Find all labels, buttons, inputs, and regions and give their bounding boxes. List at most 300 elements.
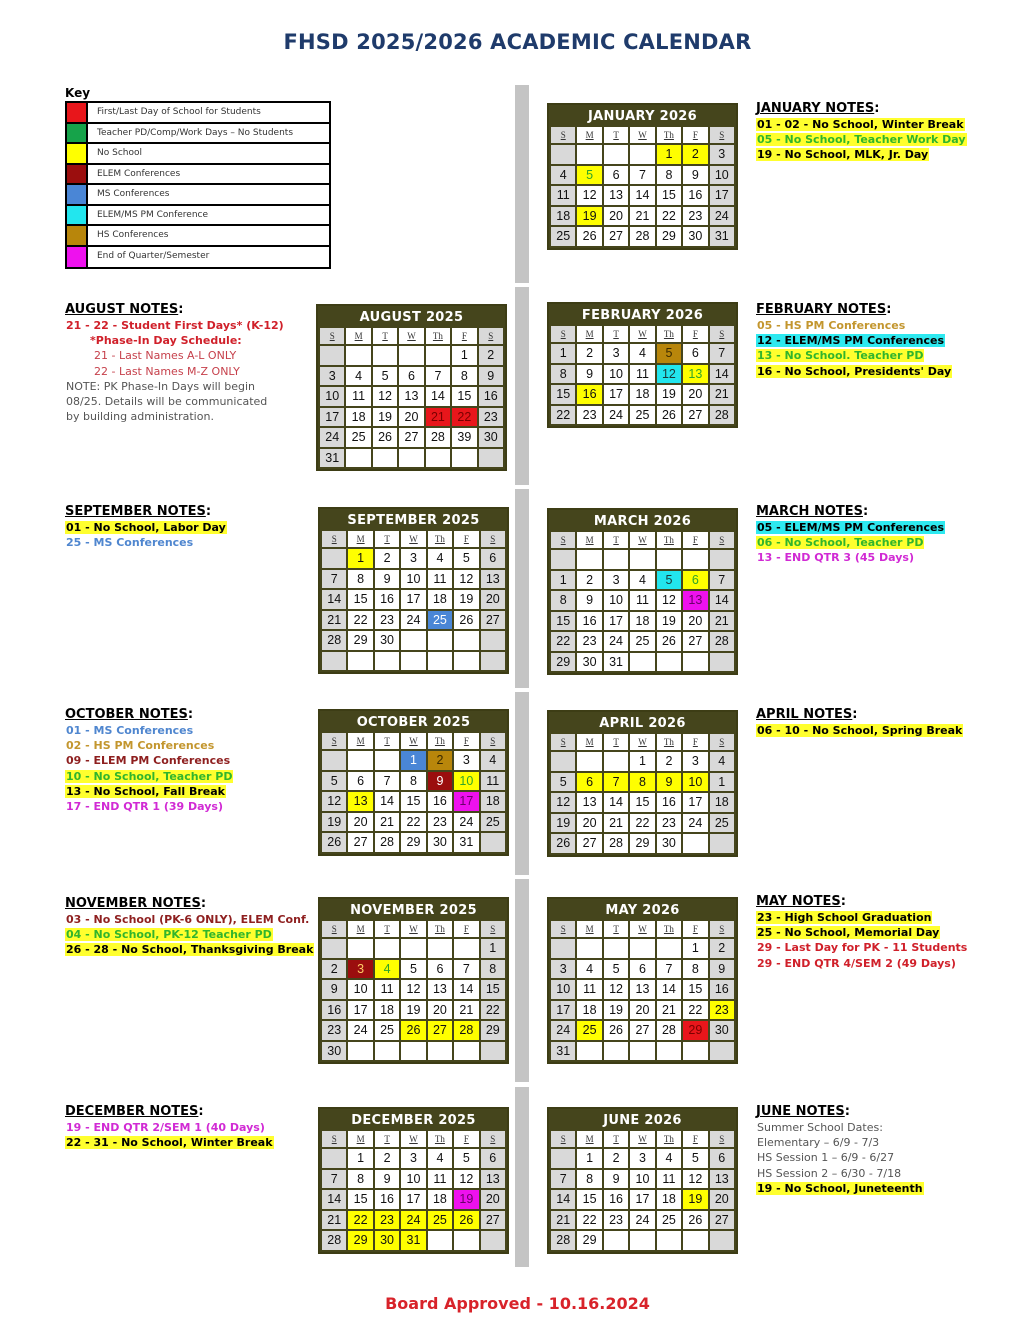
- calendar-day-empty: [375, 1042, 399, 1061]
- weekday-header: T: [375, 531, 399, 547]
- calendar-day: 11: [630, 365, 654, 384]
- weekday-header: W: [630, 532, 654, 548]
- calendar-day-empty: [373, 346, 397, 365]
- calendar-day-empty: [630, 145, 654, 164]
- notes-heading: NOVEMBER NOTES:: [65, 896, 207, 911]
- calendar-day-empty: [481, 833, 505, 852]
- calendar-day-empty: [630, 653, 654, 672]
- calendar-september-2025: [318, 507, 509, 674]
- calendar-day: 11: [375, 980, 399, 999]
- calendar-december-2025: [318, 1107, 509, 1254]
- calendar-grid: [551, 921, 734, 1060]
- note-line: Elementary – 6/9 - 7/3: [757, 1136, 880, 1150]
- calendar-day: 30: [577, 653, 601, 672]
- calendar-day: 14: [710, 591, 734, 610]
- calendar-day: 17: [630, 1190, 654, 1209]
- calendar-month-title: DECEMBER 2025: [351, 1113, 476, 1128]
- column-divider: [515, 287, 529, 485]
- calendar-day-empty: [454, 631, 478, 650]
- calendar-day: 13: [348, 792, 372, 811]
- calendar-month-title: MARCH 2026: [593, 514, 692, 529]
- calendar-day-empty: [348, 939, 372, 958]
- weekday-header: S: [481, 531, 505, 547]
- calendar-day: 8: [551, 365, 575, 384]
- calendar-day: 6: [399, 367, 423, 386]
- calendar-day: 8: [657, 166, 681, 185]
- calendar-day: 16: [375, 1190, 399, 1209]
- note-line: 06 - No School, Teacher PD: [757, 536, 924, 550]
- calendar-day: 26: [551, 834, 575, 853]
- weekday-header: W: [401, 733, 425, 749]
- calendar-day: 15: [551, 385, 575, 404]
- calendar-day: 12: [373, 387, 397, 406]
- calendar-day: 10: [401, 570, 425, 589]
- calendar-day-empty: [551, 1149, 575, 1168]
- key-label: ELEM/MS PM Conference: [97, 209, 209, 220]
- calendar-day: 9: [657, 773, 681, 792]
- weekday-header: F: [454, 733, 478, 749]
- calendar-day: 25: [428, 1211, 452, 1230]
- calendar-day: 16: [322, 1001, 346, 1020]
- calendar-day: 21: [426, 408, 450, 427]
- calendar-day-empty: [454, 652, 478, 671]
- calendar-day: 23: [428, 813, 452, 832]
- calendar-day: 13: [481, 1170, 505, 1189]
- calendar-day: 3: [401, 549, 425, 568]
- key-color-swatch: [67, 124, 88, 143]
- weekday-header: S: [710, 532, 734, 548]
- calendar-grid: [320, 328, 503, 467]
- weekday-header: F: [683, 921, 707, 937]
- weekday-header: T: [373, 328, 397, 344]
- calendar-day: 5: [683, 1149, 707, 1168]
- calendar-day: 16: [657, 793, 681, 812]
- key-table: [65, 101, 331, 269]
- calendar-day: 12: [604, 980, 628, 999]
- calendar-day: 14: [604, 793, 628, 812]
- notes-december: [65, 1104, 274, 1150]
- calendar-day: 28: [604, 834, 628, 853]
- calendar-day: 17: [348, 1001, 372, 1020]
- calendar-day: 10: [630, 1170, 654, 1189]
- calendar-day: 12: [577, 186, 601, 205]
- calendar-day: 24: [454, 813, 478, 832]
- calendar-day: 20: [428, 1001, 452, 1020]
- calendar-day: 28: [426, 428, 450, 447]
- weekday-header: Th: [657, 734, 681, 750]
- weekday-header: S: [551, 1131, 575, 1147]
- calendar-day: 2: [577, 571, 601, 590]
- weekday-header: S: [481, 921, 505, 937]
- calendar-day: 21: [375, 813, 399, 832]
- weekday-header: Th: [657, 532, 681, 548]
- calendar-day: 29: [657, 227, 681, 246]
- calendar-day: 30: [683, 227, 707, 246]
- calendar-day: 13: [481, 570, 505, 589]
- weekday-header: Th: [428, 921, 452, 937]
- calendar-month-title: NOVEMBER 2025: [350, 903, 477, 918]
- calendar-month-title: AUGUST 2025: [359, 310, 464, 325]
- calendar-day: 5: [657, 571, 681, 590]
- calendar-day: 30: [710, 1021, 734, 1040]
- calendar-day: 11: [630, 591, 654, 610]
- calendar-day: 29: [551, 653, 575, 672]
- calendar-day: 18: [657, 1190, 681, 1209]
- calendar-day-empty: [683, 1042, 707, 1061]
- calendar-grid: [551, 326, 734, 424]
- calendar-day-empty: [426, 346, 450, 365]
- calendar-day: 22: [683, 1001, 707, 1020]
- calendar-day: 21: [322, 1211, 346, 1230]
- calendar-day: 3: [683, 752, 707, 771]
- calendar-day: 30: [657, 834, 681, 853]
- calendar-day-empty: [683, 653, 707, 672]
- note-line: 12 - ELEM/MS PM Conferences: [757, 334, 945, 348]
- calendar-day-empty: [683, 834, 707, 853]
- calendar-day-empty: [604, 939, 628, 958]
- calendar-day-empty: [348, 652, 372, 671]
- calendar-day-empty: [401, 652, 425, 671]
- calendar-day: 27: [683, 406, 707, 425]
- calendar-day-empty: [322, 939, 346, 958]
- weekday-header: S: [322, 921, 346, 937]
- weekday-header: F: [454, 1131, 478, 1147]
- calendar-day: 18: [630, 385, 654, 404]
- calendar-day: 24: [401, 611, 425, 630]
- calendar-day-empty: [551, 145, 575, 164]
- column-divider: [515, 692, 529, 875]
- calendar-day: 31: [551, 1042, 575, 1061]
- calendar-day: 10: [683, 773, 707, 792]
- column-divider: [515, 1087, 529, 1267]
- calendar-day-empty: [657, 1042, 681, 1061]
- calendar-day: 22: [657, 207, 681, 226]
- calendar-day-empty: [479, 449, 503, 468]
- calendar-day: 5: [577, 166, 601, 185]
- key-row: [67, 206, 329, 227]
- calendar-day-empty: [375, 939, 399, 958]
- weekday-header: Th: [657, 127, 681, 143]
- weekday-header: W: [401, 531, 425, 547]
- calendar-day: 29: [481, 1021, 505, 1040]
- note-line: 22 - 31 - No School, Winter Break: [66, 1136, 273, 1150]
- calendar-day: 4: [375, 960, 399, 979]
- weekday-header: Th: [428, 531, 452, 547]
- calendar-day: 28: [630, 227, 654, 246]
- calendar-day: 29: [683, 1021, 707, 1040]
- calendar-day: 18: [346, 408, 370, 427]
- calendar-day: 9: [375, 1170, 399, 1189]
- calendar-day: 8: [401, 772, 425, 791]
- note-line: 02 - HS PM Conferences: [66, 739, 215, 753]
- calendar-day: 27: [481, 1211, 505, 1230]
- calendar-day-empty: [551, 752, 575, 771]
- calendar-day-empty: [428, 652, 452, 671]
- calendar-day-empty: [346, 449, 370, 468]
- calendar-grid: [551, 532, 734, 671]
- calendar-day: 9: [375, 570, 399, 589]
- note-line: 04 - No School, PK-12 Teacher PD: [66, 928, 272, 942]
- calendar-day: 9: [577, 591, 601, 610]
- calendar-day: 23: [322, 1021, 346, 1040]
- weekday-header: S: [479, 328, 503, 344]
- weekday-header: F: [452, 328, 476, 344]
- note-line: 13 - No School, Fall Break: [66, 784, 225, 798]
- calendar-day-empty: [375, 751, 399, 770]
- weekday-header: F: [683, 532, 707, 548]
- calendar-day: 16: [577, 612, 601, 631]
- weekday-header: W: [401, 921, 425, 937]
- calendar-day: 19: [322, 813, 346, 832]
- calendar-day: 19: [454, 1190, 478, 1209]
- calendar-day-empty: [428, 631, 452, 650]
- calendar-day: 2: [657, 752, 681, 771]
- calendar-day: 18: [551, 207, 575, 226]
- calendar-day: 17: [551, 1001, 575, 1020]
- calendar-day: 2: [604, 1149, 628, 1168]
- calendar-day: 20: [630, 1001, 654, 1020]
- note-line: 01 - No School, Labor Day: [66, 521, 226, 534]
- note-line: 25 - No School, Memorial Day: [757, 926, 940, 940]
- weekday-header: F: [683, 734, 707, 750]
- key-row: [67, 103, 329, 124]
- calendar-day: 17: [604, 612, 628, 631]
- note-line: 16 - No School, Presidents' Day: [757, 364, 952, 378]
- calendar-day: 26: [454, 1211, 478, 1230]
- weekday-header: S: [710, 734, 734, 750]
- calendar-day: 9: [710, 960, 734, 979]
- calendar-day: 26: [657, 406, 681, 425]
- calendar-day: 8: [577, 1170, 601, 1189]
- key-color-swatch: [67, 144, 88, 163]
- calendar-day: 29: [348, 631, 372, 650]
- calendar-day: 15: [348, 1190, 372, 1209]
- calendar-day: 6: [348, 772, 372, 791]
- calendar-day: 9: [322, 980, 346, 999]
- weekday-header: W: [630, 921, 654, 937]
- calendar-day: 20: [348, 813, 372, 832]
- calendar-day: 11: [428, 1170, 452, 1189]
- calendar-day: 21: [630, 207, 654, 226]
- calendar-day: 26: [657, 632, 681, 651]
- calendar-day-empty: [551, 550, 575, 569]
- calendar-day: 19: [454, 590, 478, 609]
- calendar-day: 5: [373, 367, 397, 386]
- calendar-day-empty: [428, 1042, 452, 1061]
- calendar-day: 4: [346, 367, 370, 386]
- calendar-day-empty: [710, 1231, 734, 1250]
- calendar-day: 23: [479, 408, 503, 427]
- calendar-day: 39: [452, 428, 476, 447]
- calendar-day: 20: [683, 612, 707, 631]
- calendar-day: 1: [710, 773, 734, 792]
- calendar-day-empty: [452, 449, 476, 468]
- weekday-header: M: [577, 734, 601, 750]
- calendar-day: 8: [551, 591, 575, 610]
- calendar-day: 24: [710, 207, 734, 226]
- weekday-header: T: [604, 127, 628, 143]
- calendar-day: 2: [375, 1149, 399, 1168]
- calendar-day-empty: [401, 939, 425, 958]
- calendar-day: 13: [630, 980, 654, 999]
- calendar-day: 13: [710, 1170, 734, 1189]
- calendar-day: 6: [710, 1149, 734, 1168]
- calendar-day: 15: [630, 793, 654, 812]
- calendar-day: 21: [322, 611, 346, 630]
- note-line: 26 - 28 - No School, Thanksgiving Break: [66, 943, 314, 957]
- weekday-header: W: [630, 127, 654, 143]
- calendar-day: 21: [604, 814, 628, 833]
- calendar-day: 5: [604, 960, 628, 979]
- calendar-day-empty: [346, 346, 370, 365]
- calendar-day: 22: [630, 814, 654, 833]
- notes-heading: AUGUST NOTES:: [65, 302, 184, 317]
- calendar-day: 22: [577, 1211, 601, 1230]
- calendar-day: 5: [401, 960, 425, 979]
- calendar-day: 29: [577, 1231, 601, 1250]
- calendar-day: 16: [428, 792, 452, 811]
- calendar-day: 17: [401, 590, 425, 609]
- calendar-day: 14: [375, 792, 399, 811]
- weekday-header: W: [630, 326, 654, 342]
- calendar-day-empty: [710, 834, 734, 853]
- calendar-day: 14: [454, 980, 478, 999]
- calendar-day: 4: [657, 1149, 681, 1168]
- key-label: End of Quarter/Semester: [97, 250, 210, 261]
- calendar-day: 10: [710, 166, 734, 185]
- calendar-day: 11: [657, 1170, 681, 1189]
- calendar-day: 4: [551, 166, 575, 185]
- calendar-day: 14: [630, 186, 654, 205]
- calendar-day-empty: [322, 1149, 346, 1168]
- calendar-day-empty: [630, 1042, 654, 1061]
- column-divider: [515, 489, 529, 688]
- calendar-day: 23: [683, 207, 707, 226]
- calendar-day: 26: [454, 611, 478, 630]
- notes-june: [756, 1104, 924, 1196]
- calendar-day: 28: [375, 833, 399, 852]
- calendar-day: 27: [577, 834, 601, 853]
- calendar-day: 19: [657, 612, 681, 631]
- calendar-day: 9: [428, 772, 452, 791]
- calendar-day-empty: [657, 1231, 681, 1250]
- calendar-day: 14: [322, 590, 346, 609]
- calendar-day: 22: [452, 408, 476, 427]
- calendar-day: 3: [320, 367, 344, 386]
- calendar-day: 8: [630, 773, 654, 792]
- calendar-day: 9: [479, 367, 503, 386]
- note-line: NOTE: PK Phase-In Days will begin: [66, 379, 255, 393]
- calendar-day: 19: [657, 385, 681, 404]
- calendar-april-2026: [547, 710, 738, 857]
- note-line: 05 - ELEM/MS PM Conferences: [757, 521, 945, 534]
- calendar-day: 17: [710, 186, 734, 205]
- calendar-day: 4: [481, 751, 505, 770]
- key-color-swatch: [67, 165, 88, 184]
- calendar-day: 22: [551, 406, 575, 425]
- note-line: 19 - No School, Juneteenth: [757, 1181, 923, 1195]
- calendar-day: 16: [375, 590, 399, 609]
- calendar-day-empty: [320, 346, 344, 365]
- calendar-day-empty: [322, 652, 346, 671]
- calendar-day-empty: [604, 1231, 628, 1250]
- calendar-day: 24: [604, 406, 628, 425]
- calendar-day: 17: [401, 1190, 425, 1209]
- calendar-day: 1: [348, 1149, 372, 1168]
- weekday-header: M: [348, 1131, 372, 1147]
- calendar-day-empty: [401, 1042, 425, 1061]
- calendar-day: 7: [322, 570, 346, 589]
- weekday-header: S: [481, 1131, 505, 1147]
- weekday-header: S: [710, 921, 734, 937]
- notes-october: [65, 707, 233, 814]
- weekday-header: S: [481, 733, 505, 749]
- notes-heading: JANUARY NOTES:: [756, 101, 880, 116]
- calendar-day-empty: [630, 1231, 654, 1250]
- note-line: 17 - END QTR 1 (39 Days): [66, 800, 223, 814]
- calendar-day: 2: [322, 960, 346, 979]
- calendar-month-title: JANUARY 2026: [587, 109, 697, 124]
- note-line: 13 - No School. Teacher PD: [757, 349, 924, 363]
- calendar-day: 10: [604, 591, 628, 610]
- calendar-day: 20: [604, 207, 628, 226]
- calendar-day-empty: [481, 1042, 505, 1061]
- calendar-day: 27: [630, 1021, 654, 1040]
- calendar-day: 6: [604, 166, 628, 185]
- notes-november: [65, 896, 314, 958]
- calendar-day: 4: [630, 344, 654, 363]
- calendar-day: 20: [399, 408, 423, 427]
- calendar-day: 20: [710, 1190, 734, 1209]
- calendar-day: 25: [481, 813, 505, 832]
- calendar-day: 27: [348, 833, 372, 852]
- calendar-day: 9: [577, 365, 601, 384]
- weekday-header: S: [322, 531, 346, 547]
- note-line: 05 - No School, Teacher Work Day: [757, 133, 966, 147]
- calendar-day: 13: [683, 365, 707, 384]
- calendar-day-empty: [683, 1231, 707, 1250]
- weekday-header: T: [375, 921, 399, 937]
- calendar-day: 11: [428, 570, 452, 589]
- calendar-day-empty: [322, 751, 346, 770]
- calendar-day: 20: [481, 1190, 505, 1209]
- calendar-day: 30: [428, 833, 452, 852]
- calendar-day: 14: [657, 980, 681, 999]
- calendar-day: 8: [683, 960, 707, 979]
- calendar-day-empty: [577, 145, 601, 164]
- calendar-day: 7: [322, 1170, 346, 1189]
- calendar-day: 28: [551, 1231, 575, 1250]
- calendar-day: 9: [604, 1170, 628, 1189]
- calendar-day-empty: [399, 449, 423, 468]
- calendar-day: 2: [710, 939, 734, 958]
- calendar-day: 20: [481, 590, 505, 609]
- calendar-day: 12: [322, 792, 346, 811]
- calendar-day: 26: [401, 1021, 425, 1040]
- calendar-day: 7: [630, 166, 654, 185]
- calendar-grid: [322, 1131, 505, 1250]
- calendar-day: 12: [454, 1170, 478, 1189]
- calendar-day: 31: [320, 449, 344, 468]
- weekday-header: W: [630, 1131, 654, 1147]
- notes-february: [756, 302, 952, 379]
- key-row: [67, 185, 329, 206]
- calendar-grid: [551, 1131, 734, 1250]
- calendar-day: 13: [604, 186, 628, 205]
- column-divider: [515, 85, 529, 283]
- calendar-day: 3: [604, 571, 628, 590]
- calendar-day: 19: [577, 207, 601, 226]
